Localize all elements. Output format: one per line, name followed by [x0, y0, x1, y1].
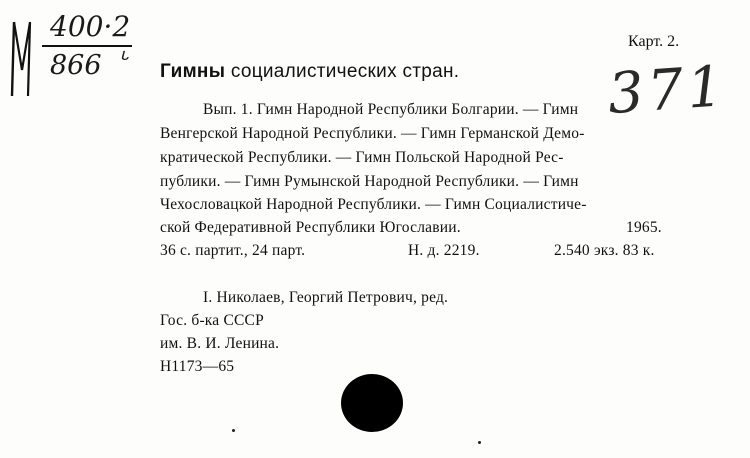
shelfmark-letter-mark: ᒡ: [118, 48, 128, 73]
body-line-5: Чехословацкой Народной Республики. — Гимн Социалистиче-: [160, 196, 587, 213]
year: 1965.: [626, 219, 662, 236]
body-line-7: 36 с. партит., 24 парт.: [160, 242, 306, 259]
speck: [232, 429, 235, 432]
body-line-2: Венгерской Народной Республики. — Гимн Германской Демо-: [160, 125, 585, 142]
card-number: Карт. 2.: [628, 33, 680, 50]
title-rest: социалистических стран.: [225, 61, 460, 82]
speck: [478, 441, 481, 444]
handwritten-number: 371: [605, 53, 730, 128]
punch-hole: [341, 374, 403, 432]
card-title: [160, 61, 459, 83]
copies: 2.540 экз. 83 к.: [554, 242, 655, 259]
body-line-6: ской Федеративной Республики Югославии.: [160, 219, 461, 236]
body-line-1: Вып. 1. Гимн Народной Республики Болгарии. — Гимн: [203, 101, 579, 118]
library-line-2: им. В. И. Ленина.: [160, 335, 280, 352]
editor: I. Николаев, Георгий Петрович, ред.: [203, 289, 449, 306]
catalog-number: Н1173—65: [160, 358, 235, 375]
body-line-3: кратической Республики. — Гимн Польской Народной Рес-: [160, 149, 564, 166]
price-note: Н. д. 2219.: [408, 242, 480, 259]
shelfmark-top: 400·2: [50, 10, 131, 43]
title-bold: Гимны: [160, 61, 226, 82]
body-line-4: публики. — Гимн Румынской Народной Республики. — Гимн: [160, 173, 579, 190]
shelfmark-bottom: 866: [50, 50, 102, 81]
library-line-1: Гос. б-ка СССР: [160, 312, 264, 329]
